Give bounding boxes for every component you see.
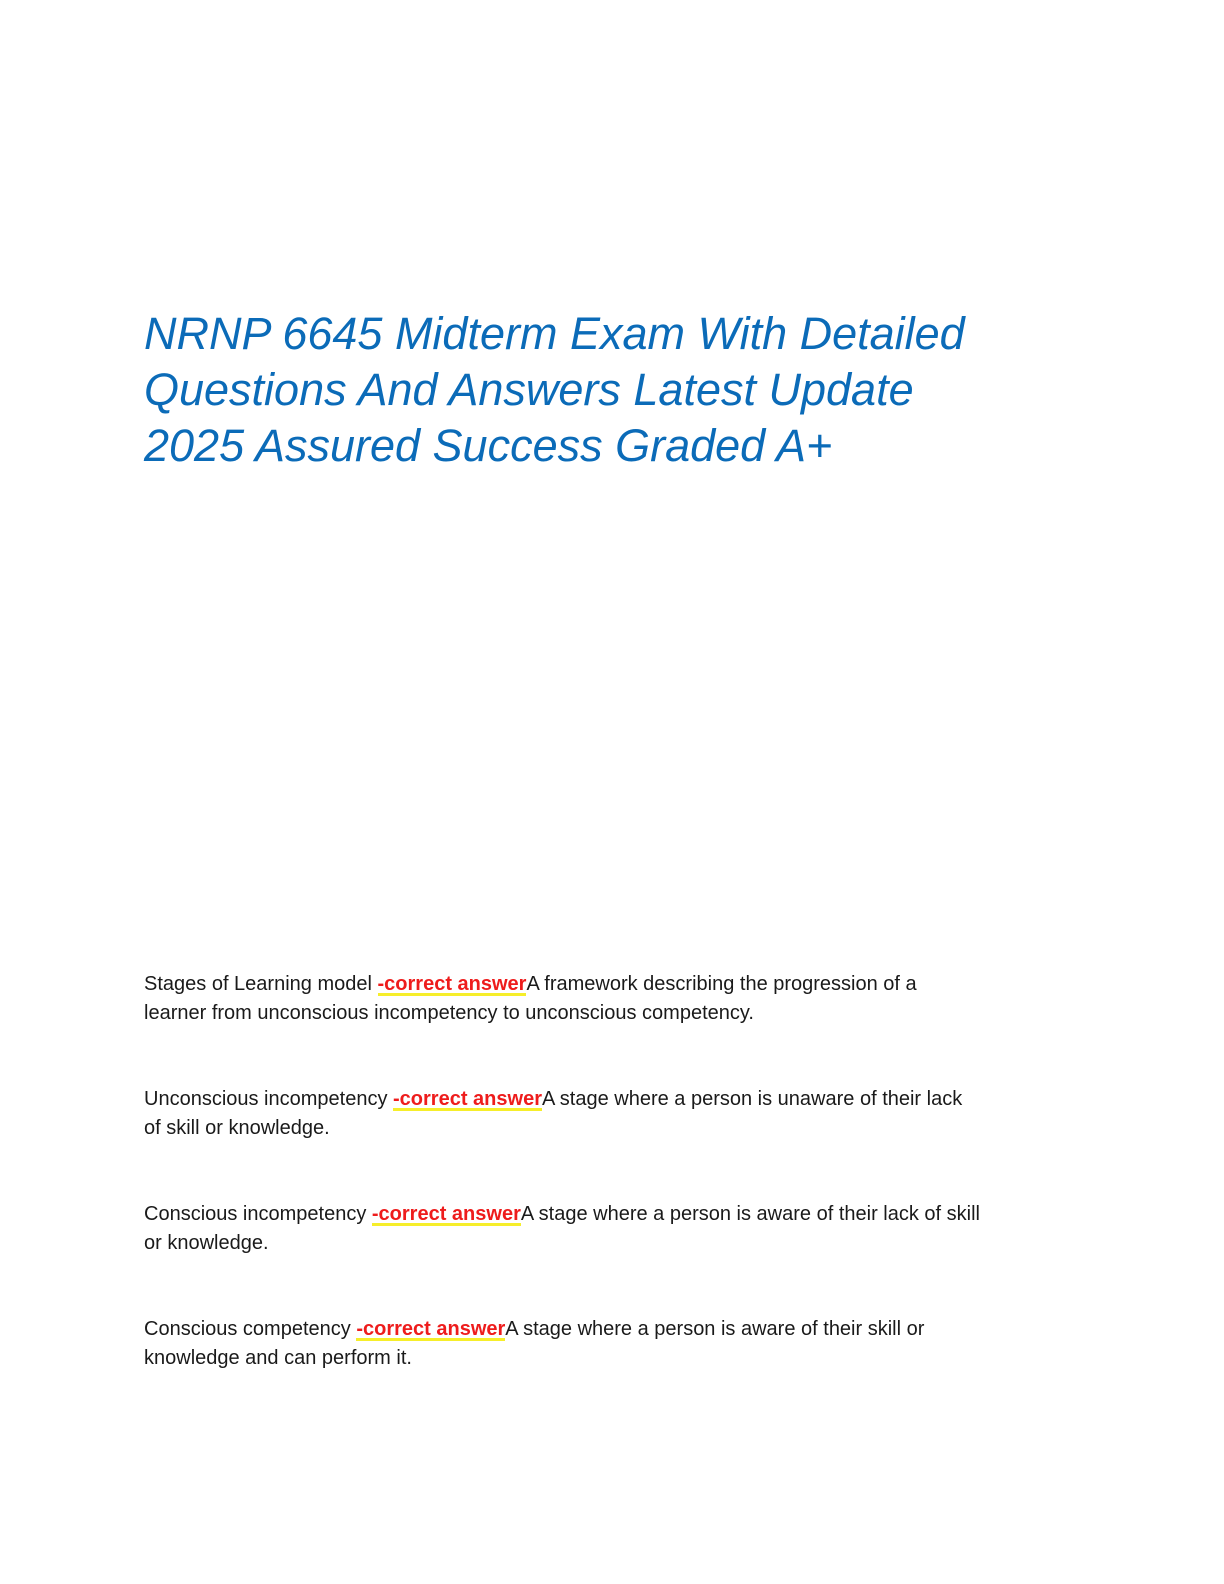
qa-answer-rest: or knowledge.: [144, 1232, 269, 1254]
qa-line-first: [144, 1200, 1084, 1229]
qa-term: Unconscious incompetency: [144, 1088, 394, 1110]
qa-answer-first: A framework describing the progression of a: [526, 973, 917, 995]
qa-line-first: [144, 1085, 1084, 1114]
qa-line-first: [144, 1315, 1084, 1344]
title-line-3: 2025 Assured Success Graded A+: [144, 420, 833, 471]
qa-answer-rest: knowledge and can perform it.: [144, 1347, 412, 1369]
correct-answer-marker: -correct answer: [371, 1203, 521, 1225]
qa-item-unconscious-incompetency: [144, 1085, 1084, 1143]
qa-answer-rest: learner from unconscious incompetency to unconscious competency.: [144, 1002, 754, 1024]
qa-answer-first: A stage where a person is unaware of their lack: [541, 1088, 963, 1110]
qa-term: Conscious incompetency: [144, 1203, 372, 1225]
correct-answer-marker: -correct answer: [393, 1088, 542, 1110]
correct-answer-marker: -correct answer: [356, 1318, 506, 1340]
correct-answer-marker: -correct answer: [377, 973, 527, 995]
qa-term: Stages of Learning model: [144, 973, 378, 995]
title-line-1: NRNP 6645 Midterm Exam With Detailed: [144, 308, 965, 359]
qa-answer-first: A stage where a person is aware of their skill or: [505, 1318, 925, 1340]
qa-item-conscious-competency: [144, 1315, 1084, 1373]
title-line-2: Questions And Answers Latest Update: [144, 364, 914, 415]
qa-answer-rest: of skill or knowledge.: [144, 1117, 330, 1139]
qa-line-first: [144, 970, 1084, 999]
document-title: [144, 306, 1084, 474]
qa-item-conscious-incompetency: [144, 1200, 1084, 1258]
qa-term: Conscious competency: [144, 1318, 357, 1340]
qa-item-stages-of-learning: [144, 970, 1084, 1028]
qa-answer-first: A stage where a person is aware of their lack of skill: [520, 1203, 980, 1225]
